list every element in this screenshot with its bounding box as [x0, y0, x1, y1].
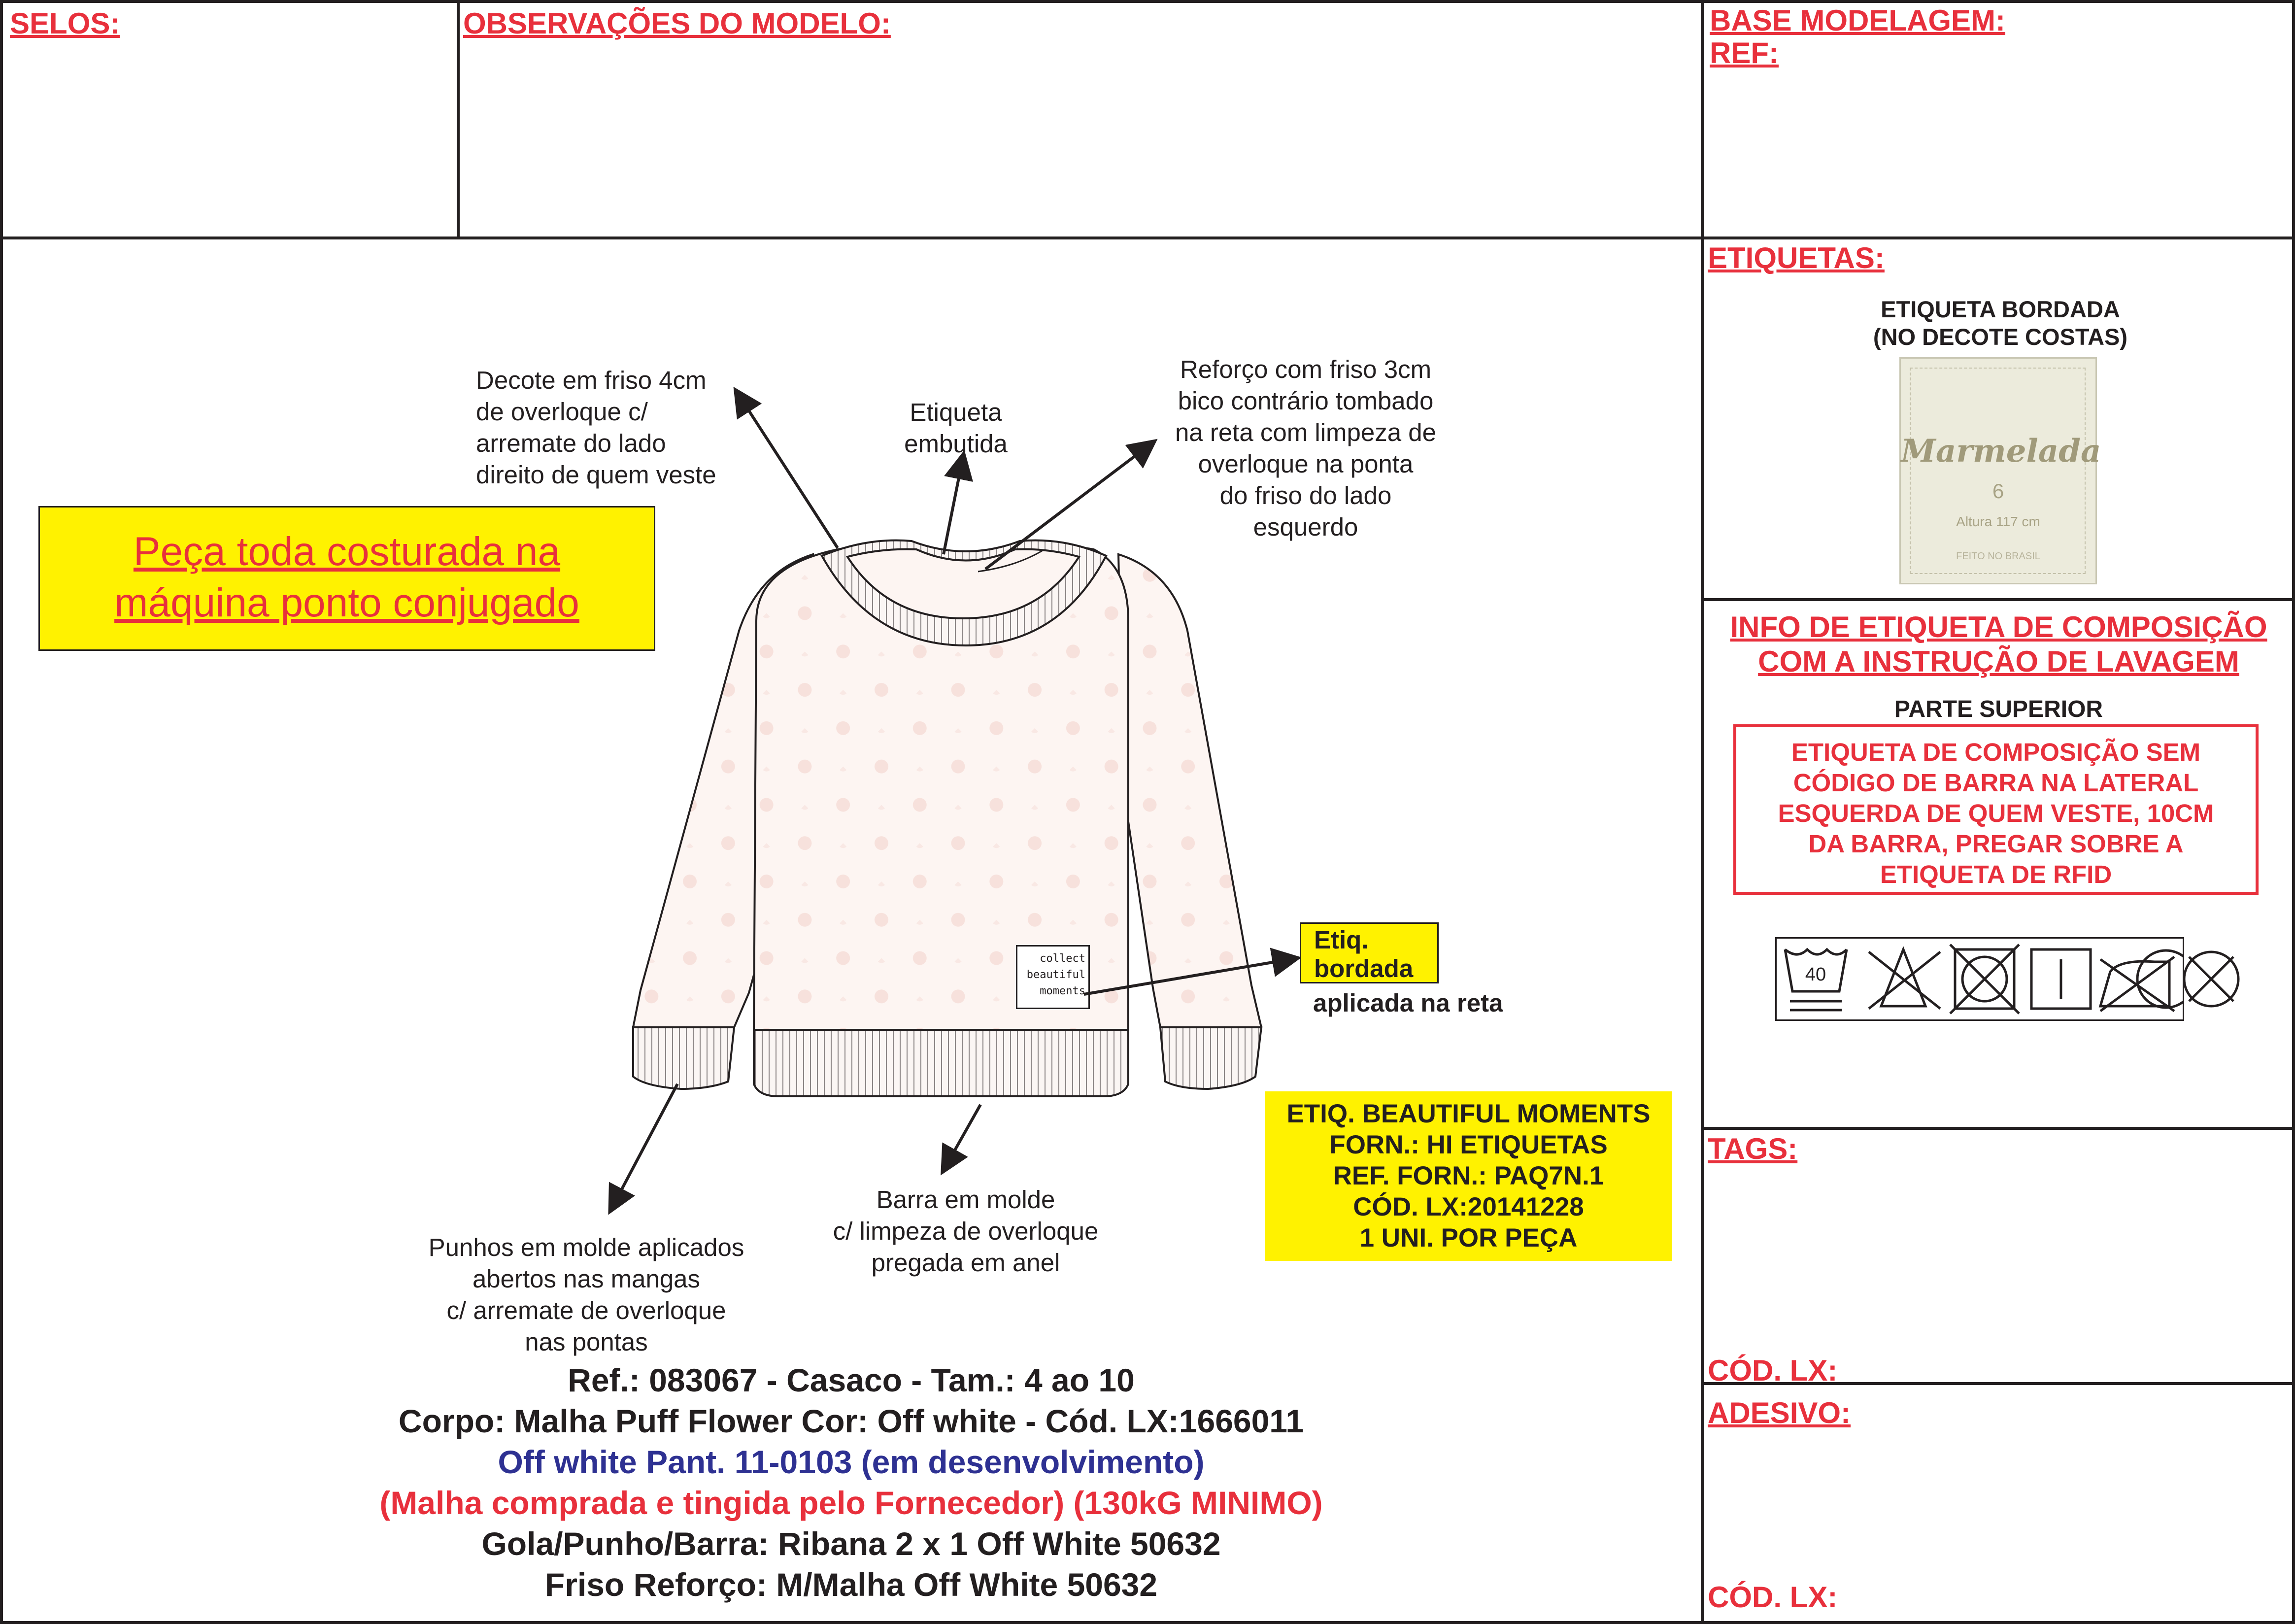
tag-height: Altura 117 cm: [1956, 514, 2040, 529]
tag-size: 6: [1992, 479, 2004, 503]
spec-block: [0, 1360, 1702, 1605]
etiq-bordada-highlight: Etiq. bordada: [1300, 922, 1439, 983]
etiquetas-header: ETIQUETAS:: [1708, 241, 1885, 274]
tag-brand: Marmelada: [1901, 433, 2101, 470]
spec-malha: (Malha comprada e tingida pelo Fornecedor) (130kG MINIMO): [379, 1485, 1323, 1521]
ref-header: REF:: [1710, 36, 1779, 69]
reforco-callout: Reforço com friso 3cm bico contrário tombado na reta com limpeza de overloque na ponta do friso do lado esquerdo: [1175, 355, 1437, 541]
decote-callout: Decote em friso 4cm de overloque c/ arremate do lado direito de quem veste: [476, 366, 716, 489]
etiqueta-embutida-callout: Etiqueta embutida: [904, 398, 1008, 458]
adesivo-header: ADESIVO:: [1708, 1396, 1851, 1429]
tags-header: TAGS:: [1708, 1132, 1798, 1165]
etiqueta-embutida-arrow: [944, 456, 963, 554]
wash-temp-label: 40: [1805, 964, 1826, 985]
barra-arrow: [944, 1105, 980, 1170]
spec-ref: Ref.: 083067 - Casaco - Tam.: 4 ao 10: [568, 1362, 1135, 1398]
etiqueta-bordada-label: ETIQUETA BORDADA (NO DECOTE COSTAS): [1873, 296, 2128, 350]
selos-header: SELOS:: [10, 7, 120, 40]
punhos-arrow: [611, 1084, 677, 1210]
punhos-callout: Punhos em molde aplicados abertos nas mangas c/ arremate de overloque nas pontas: [428, 1233, 744, 1356]
beautiful-moments-patch: collect beautiful moments: [1016, 945, 1090, 1009]
spec-corpo: Corpo: Malha Puff Flower Cor: Off white - Cód. LX:1666011: [398, 1403, 1304, 1439]
decote-arrow: [737, 392, 838, 548]
etiq-bordada-arrow: [1084, 958, 1296, 994]
composicao-instruction-box: ETIQUETA DE COMPOSIÇÃO SEM CÓDIGO DE BARRA NA LATERAL ESQUERDA DE QUEM VESTE, 10CM DA BARRA, PREGAR SOBRE A ETIQUETA DE RFID: [1733, 724, 2259, 895]
reforco-arrow: [985, 442, 1153, 569]
tags-cod-label: CÓD. LX:: [1708, 1354, 1838, 1387]
costura-note-box: Peça toda costurada na máquina ponto conjugado: [38, 506, 655, 651]
spec-gola: Gola/Punho/Barra: Ribana 2 x 1 Off White 50632: [481, 1525, 1221, 1562]
barra-callout: Barra em molde c/ limpeza de overloque pregada em anel: [833, 1185, 1099, 1277]
beautiful-moments-info-box: ETIQ. BEAUTIFUL MOMENTS FORN.: HI ETIQUETAS REF. FORN.: PAQ7N.1 CÓD. LX:20141228 1 UNI. POR PEÇA: [1265, 1091, 1672, 1261]
tag-origin: FEITO NO BRASIL: [1956, 551, 2040, 562]
spec-friso: Friso Reforço: M/Malha Off White 50632: [544, 1566, 1158, 1603]
composicao-title: INFO DE ETIQUETA DE COMPOSIÇÃO COM A INSTRUÇÃO DE LAVAGEM: [1730, 610, 2267, 678]
observacoes-header: OBSERVAÇÕES DO MODELO:: [463, 7, 891, 40]
etiq-bordada-rest: aplicada na reta: [1313, 989, 1503, 1017]
base-modelagem-header: BASE MODELAGEM:: [1710, 4, 2005, 37]
parte-superior-label: PARTE SUPERIOR: [1894, 696, 2103, 722]
spec-pantone: Off white Pant. 11-0103 (em desenvolvimento): [498, 1444, 1205, 1480]
adesivo-cod-label: CÓD. LX:: [1708, 1581, 1838, 1614]
